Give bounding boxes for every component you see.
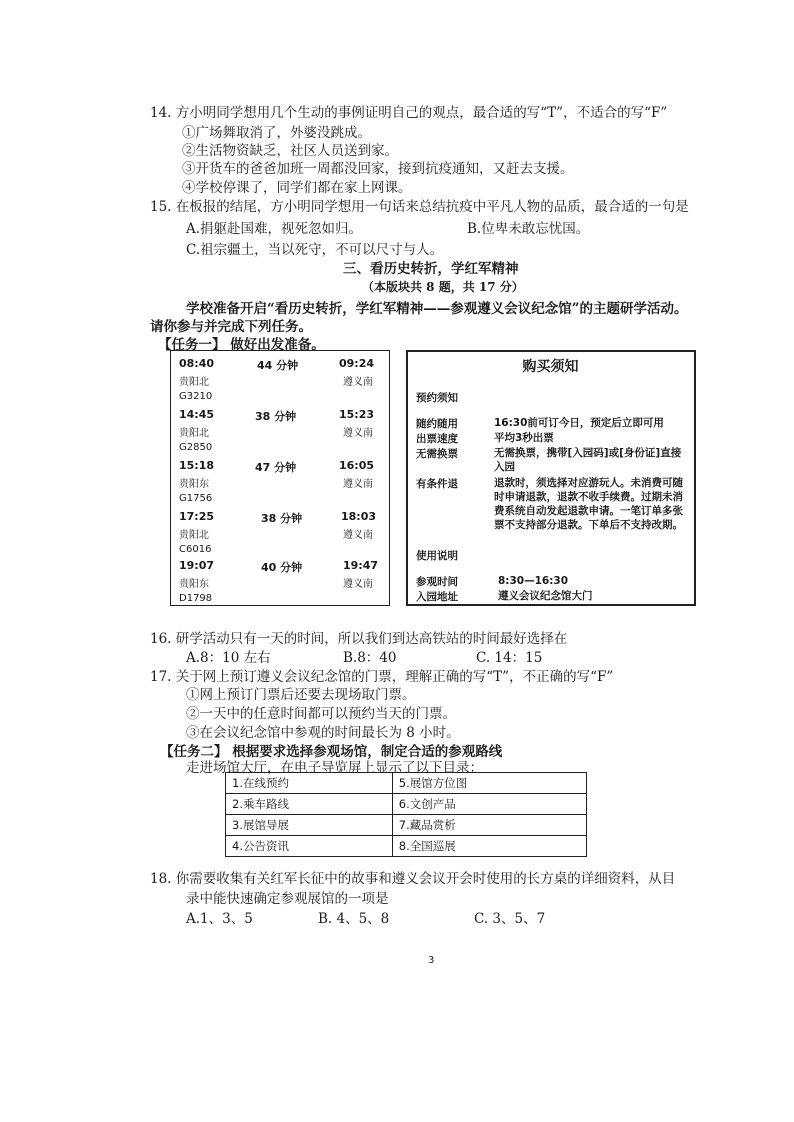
section-note: （本版块共 8 题，共 17 分） — [362, 280, 524, 294]
q14-item-4: ④学校停课了，同学们都在家上网课。 — [182, 180, 412, 196]
page-number: 3 — [428, 955, 435, 966]
departure-time: 15:18 — [179, 459, 215, 472]
schedule-row — [179, 510, 383, 560]
arrival-station: 遵义南 — [343, 479, 373, 490]
notice-label: 参观时间 — [416, 576, 458, 588]
q18-option-c: C. 3、5、7 — [474, 911, 546, 927]
q15-stem: 15. 在板报的结尾，方小明同学想用一句话来总结抗疫中平凡人物的品质，最合适的一句是 — [150, 199, 689, 215]
train-schedule — [170, 350, 390, 606]
directory-item: 7.藏品赏析 — [392, 815, 586, 836]
q18-stem-line2: 录中能快速确定参观展馆的一项是 — [186, 891, 389, 907]
directory-item: 4.公告资讯 — [226, 836, 393, 857]
notice-label: 有条件退 — [416, 478, 458, 490]
booking-header: 预约须知 — [416, 392, 458, 404]
departure-time: 08:40 — [179, 357, 215, 370]
q17-item-2: ②一天中的任意时间都可以预约当天的门票。 — [186, 706, 456, 722]
directory-item: 8.全国巡展 — [392, 836, 586, 857]
task1-title: 【任务一】 做好出发准备。 — [158, 337, 325, 353]
notice-label: 出票速度 — [416, 433, 458, 445]
notice-label: 随约随用 — [416, 418, 458, 430]
notice-value: 退款时，须选择对应游玩人。未消费可随时申请退款，退款不收手续费。过期未消费系统自动发起退款申请。一笔订单多张票不支持部分退款。下单后不支持改期。 — [494, 477, 683, 531]
arrival-station: 遵义南 — [343, 377, 373, 388]
q15-option-c: C.祖宗疆土，当以死守，不可以尺寸与人。 — [186, 242, 444, 258]
train-number: D1798 — [179, 593, 213, 604]
arrival-station: 遵义南 — [343, 428, 373, 439]
schedule-row — [179, 559, 383, 609]
arrival-time: 18:03 — [341, 510, 377, 523]
table-row — [226, 836, 587, 857]
duration: 38 分钟 — [261, 512, 303, 525]
q14-item-2: ②生活物资缺乏，社区人员送到家。 — [182, 143, 398, 159]
section-intro-1: 学校准备开启“看历史转折，学红军精神——参观遵义会议纪念馆”的主题研学活动。 — [186, 301, 688, 317]
q18-option-b: B. 4、5、8 — [318, 911, 390, 927]
arrival-station: 遵义南 — [343, 579, 373, 590]
departure-station: 贵阳北 — [179, 428, 209, 439]
departure-time: 17:25 — [179, 510, 215, 523]
directory-table — [225, 772, 587, 857]
table-row — [226, 794, 587, 815]
q16-option-c: C. 14：15 — [476, 650, 543, 666]
arrival-time: 19:47 — [343, 559, 379, 572]
q14-item-1: ①广场舞取消了，外婆没跳成。 — [182, 125, 371, 141]
arrival-station: 遵义南 — [343, 530, 373, 541]
train-number: G3210 — [179, 391, 213, 402]
q17-stem: 17. 关于网上预订遵义会议纪念馆的门票，理解正确的写“T”，不正确的写“F” — [150, 669, 614, 685]
schedule-row — [179, 459, 383, 509]
q18-stem-line1: 18. 你需要收集有关红军长征中的故事和遵义会议开会时使用的长方桌的详细资料，从目 — [150, 871, 676, 887]
q16-option-b: B.8：40 — [343, 650, 397, 666]
section-title: 三、看历史转折，学红军精神 — [343, 261, 519, 277]
notice-value: 平均3秒出票 — [494, 432, 554, 444]
notice-value: 16:30前可订今日，预定后立即可用 — [494, 417, 664, 429]
duration: 40 分钟 — [261, 561, 303, 574]
notice-value: 8:30—16:30 — [498, 575, 569, 587]
train-number: C6016 — [179, 544, 212, 555]
duration: 47 分钟 — [255, 461, 297, 474]
departure-station: 贵阳东 — [179, 579, 209, 590]
table-row — [226, 773, 587, 794]
notice-label: 无需换票 — [416, 448, 458, 460]
directory-item: 2.乘车路线 — [226, 794, 393, 815]
arrival-time: 09:24 — [339, 357, 375, 370]
q15-option-b: B.位卑未敢忘忧国。 — [467, 221, 590, 237]
departure-station: 贵阳北 — [179, 530, 209, 541]
departure-time: 19:07 — [179, 559, 215, 572]
duration: 44 分钟 — [257, 359, 299, 372]
notice-value: 遵义会议纪念馆大门 — [498, 590, 593, 602]
directory-item: 6.文创产品 — [392, 794, 586, 815]
directory-item: 5.展馆方位图 — [392, 773, 586, 794]
q17-item-3: ③在会议纪念馆中参观的时间最长为 8 小时。 — [186, 725, 460, 741]
train-number: G1756 — [179, 493, 213, 504]
schedule-row — [179, 357, 383, 407]
notice-label: 入园地址 — [416, 591, 458, 603]
arrival-time: 16:05 — [339, 459, 375, 472]
notice-title: 购买须知 — [522, 359, 579, 375]
section-intro-2: 请你参与并完成下列任务。 — [150, 319, 312, 335]
notice-value: 无需换票，携带[入园码]或[身份证]直接入园 — [494, 447, 682, 473]
directory-item: 3.展馆导展 — [226, 815, 393, 836]
schedule-row — [179, 408, 383, 458]
q16-stem: 16. 研学活动只有一天的时间，所以我们到达高铁站的时间最好选择在 — [150, 631, 568, 647]
task2-title: 【任务二】 根据要求选择参观场馆，制定合适的参观路线 — [160, 744, 503, 760]
directory-item: 1.在线预约 — [226, 773, 393, 794]
usage-header: 使用说明 — [416, 550, 458, 562]
departure-station: 贵阳北 — [179, 377, 209, 388]
table-row — [226, 815, 587, 836]
q15-option-a: A.捐躯赴国难，视死忽如归。 — [186, 221, 363, 237]
q17-item-1: ①网上预订门票后还要去现场取门票。 — [186, 687, 416, 703]
q14-item-3: ③开货车的爸爸加班一周都没回家，接到抗疫通知，又赶去支援。 — [182, 161, 574, 177]
duration: 38 分钟 — [255, 410, 297, 423]
departure-time: 14:45 — [179, 408, 215, 421]
q16-option-a: A.8：10 左右 — [186, 650, 271, 666]
task2-intro: 走进场馆大厅，在电子导览屏上显示了以下目录： — [186, 760, 483, 776]
train-number: G2850 — [179, 442, 213, 453]
q18-option-a: A.1、3、5 — [186, 911, 253, 927]
purchase-notice — [406, 350, 696, 606]
arrival-time: 15:23 — [339, 408, 375, 421]
departure-station: 贵阳东 — [179, 479, 209, 490]
q14-stem: 14. 方小明同学想用几个生动的事例证明自己的观点，最合适的写“T”，不适合的写“F” — [150, 105, 668, 121]
